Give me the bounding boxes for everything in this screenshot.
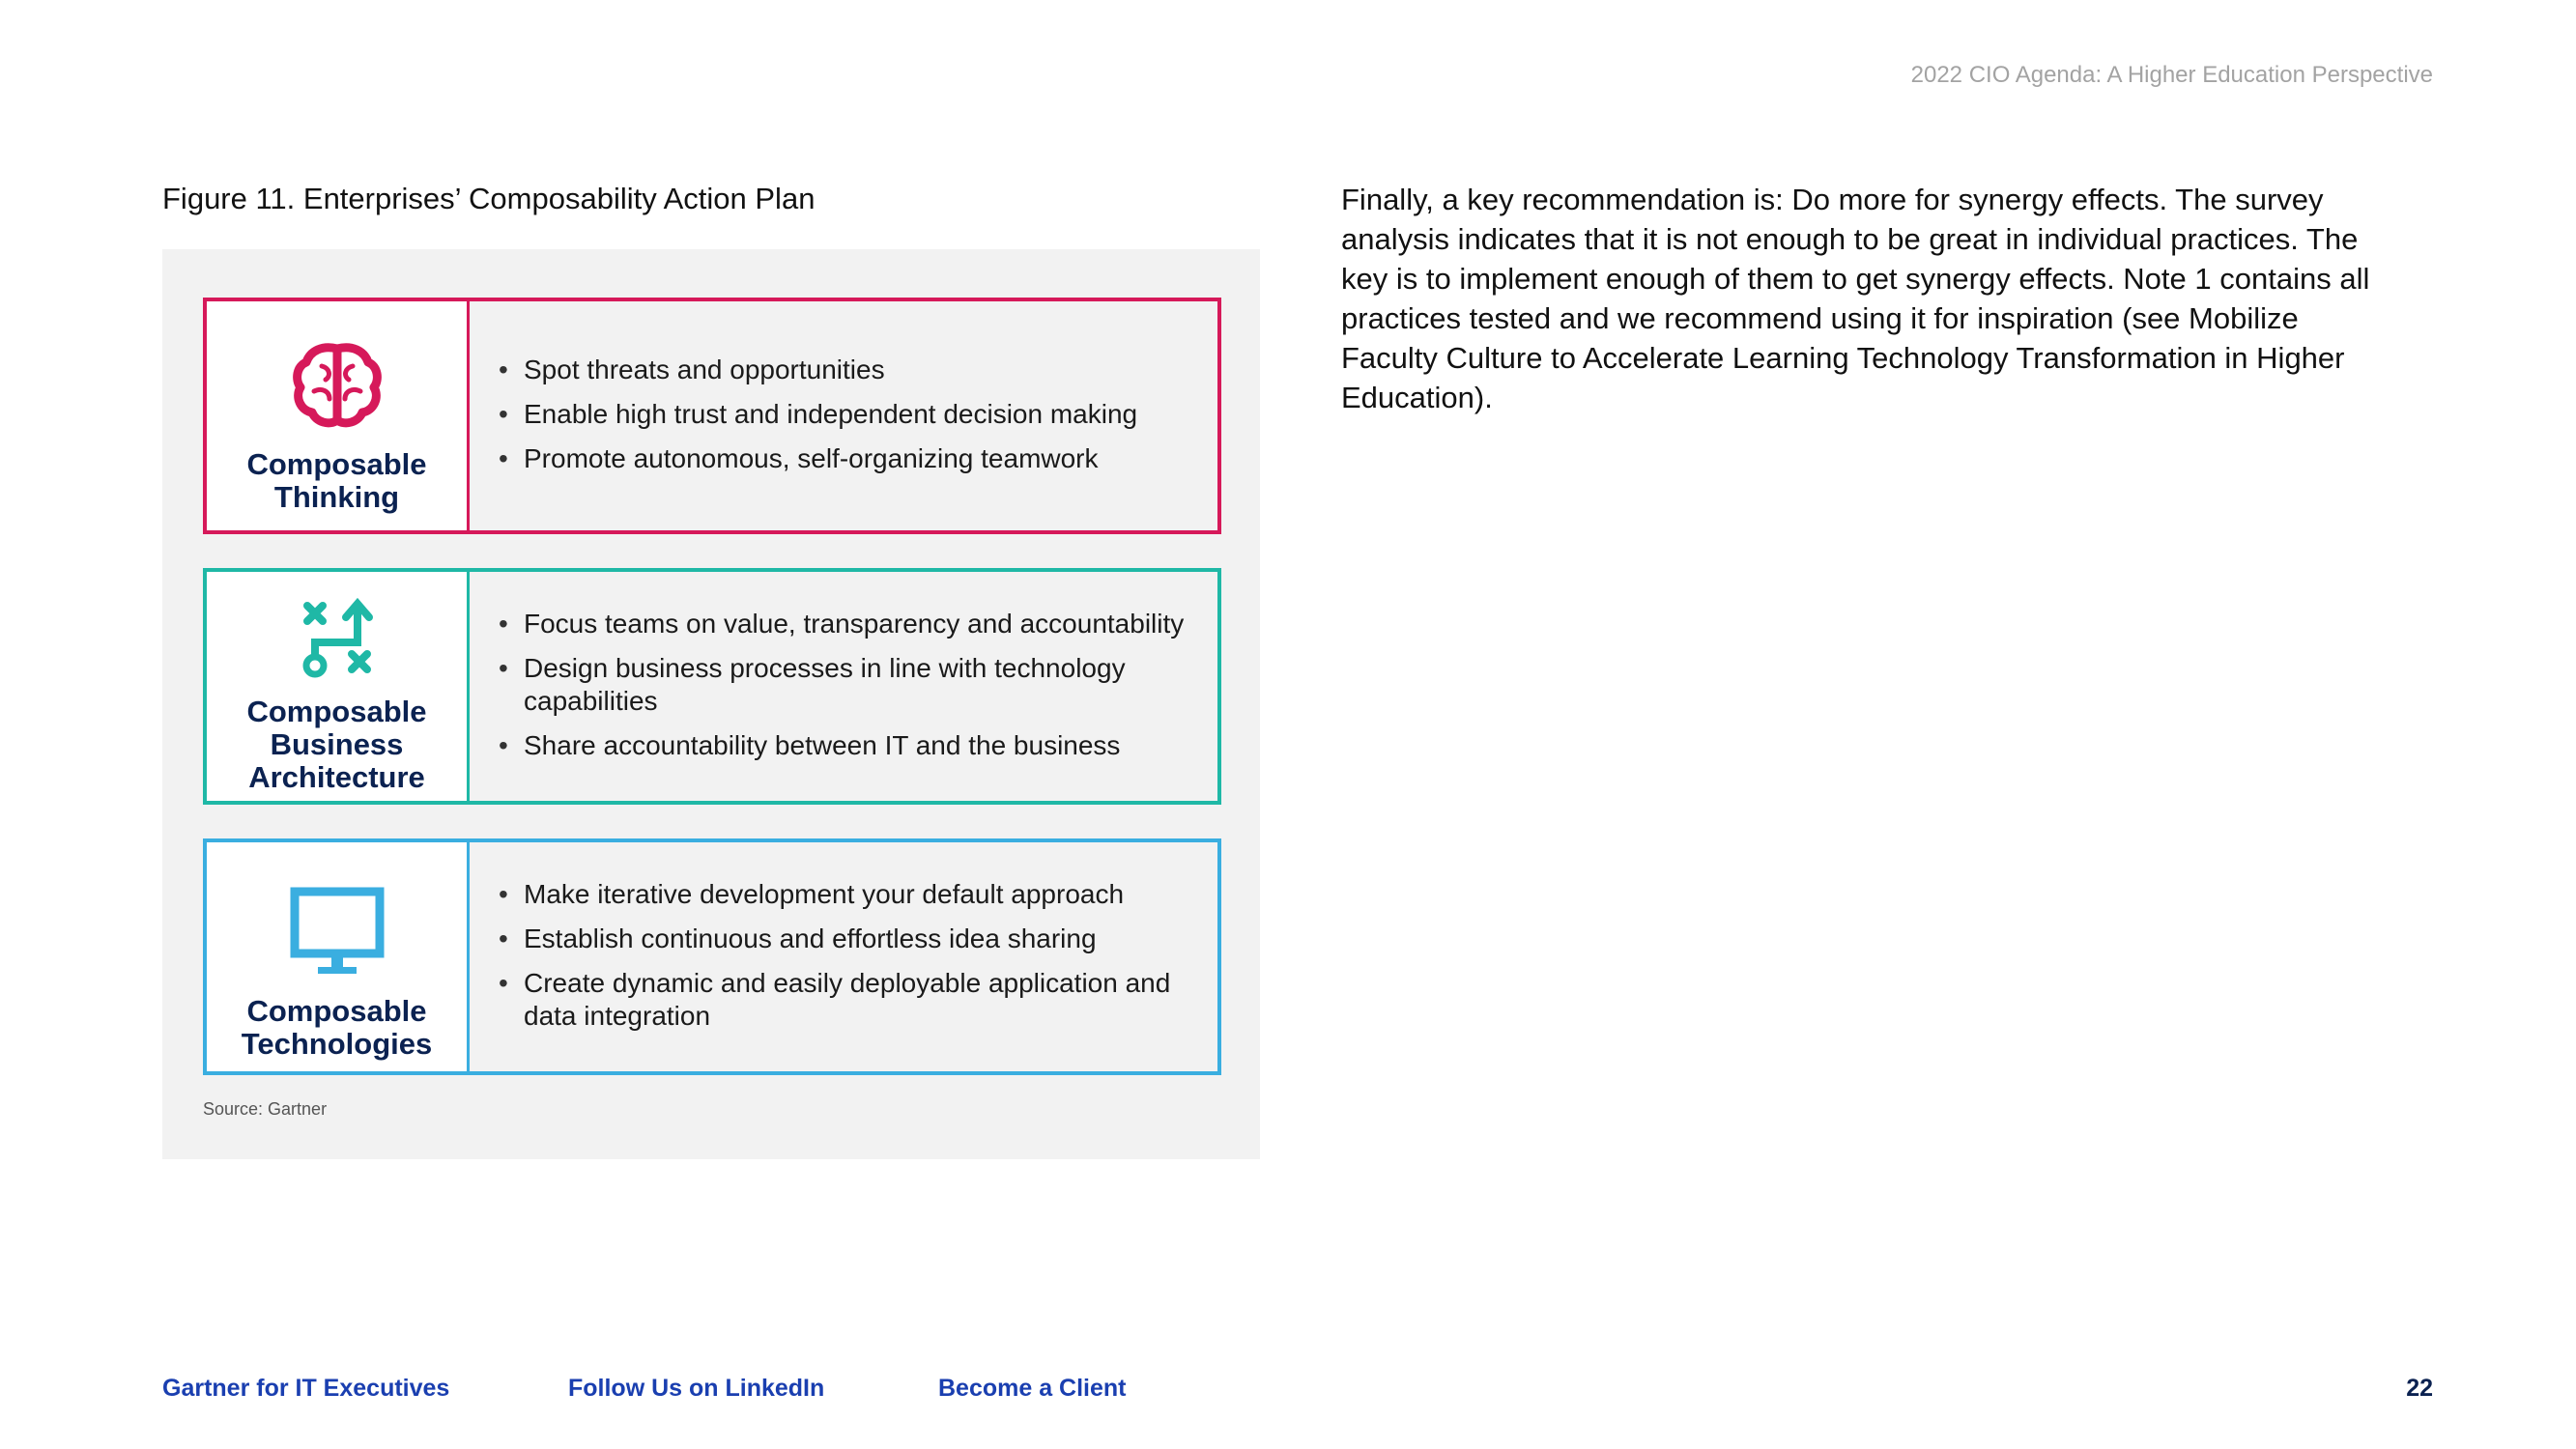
composable-thinking-row (203, 298, 1221, 534)
list-item: • Establish continuous and effortless idea sharing (499, 923, 1188, 955)
category-label: Composable Business Architecture (246, 695, 427, 794)
composable-technologies-row (203, 838, 1221, 1075)
category-cell (207, 842, 470, 1071)
category-label: Composable Thinking (246, 447, 427, 514)
list-item: • Design business processes in line with technology capabilities (499, 652, 1188, 718)
list-item: • Enable high trust and independent decision making (499, 398, 1188, 431)
practices-cell (470, 842, 1217, 1071)
practices-list (499, 870, 1188, 1044)
become-a-client-link[interactable]: Become a Client (938, 1375, 1127, 1402)
practices-cell (470, 572, 1217, 801)
document-header-title: 2022 CIO Agenda: A Higher Education Perspective (1910, 62, 2433, 88)
practices-list (499, 346, 1188, 487)
practices-list (499, 600, 1188, 774)
category-cell (207, 572, 470, 801)
page-number: 22 (2406, 1375, 2433, 1402)
follow-us-on-linkedin-link[interactable]: Follow Us on LinkedIn (568, 1375, 825, 1402)
list-item: • Spot threats and opportunities (499, 354, 1188, 386)
list-item: • Share accountability between IT and the business (499, 729, 1188, 762)
list-item: • Make iterative development your default approach (499, 878, 1188, 911)
monitor-icon (284, 879, 390, 985)
figure-source: Source: Gartner (203, 1099, 328, 1119)
process-flow-icon (284, 593, 390, 686)
list-item: • Focus teams on value, transparency and accountability (499, 608, 1188, 640)
composable-business-architecture-row (203, 568, 1221, 805)
figure-panel (162, 249, 1260, 1159)
body-paragraph: Finally, a key recommendation is: Do more for synergy effects. The survey analysis indicates that it is not enough to be great in individual practices. The key is to implement enough of them to get synergy effects. Note 1 contains all practices tested and we recommend using it for inspiration (see Mobilize Faculty Culture to Accelerate Learning Technology Transformation in Higher Education). (1341, 183, 2370, 414)
brain-icon (284, 332, 390, 439)
figure-title: Figure 11. Enterprises’ Composability Action Plan (162, 182, 816, 215)
list-item: • Promote autonomous, self-organizing teamwork (499, 442, 1188, 475)
list-item: • Create dynamic and easily deployable application and data integration (499, 967, 1188, 1033)
gartner-for-it-executives-link[interactable]: Gartner for IT Executives (162, 1375, 450, 1402)
category-cell (207, 301, 470, 530)
practices-cell (470, 301, 1217, 530)
category-label: Composable Technologies (241, 994, 433, 1061)
